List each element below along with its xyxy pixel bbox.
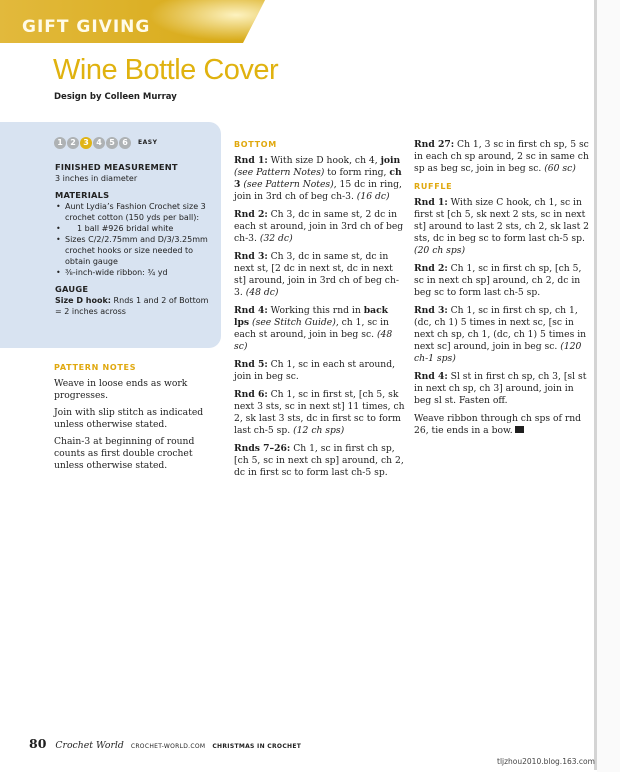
round-text: With size D hook, ch 4, (267, 155, 381, 166)
round-instruction (234, 443, 405, 479)
ruffle-section (414, 139, 592, 443)
round-term: join (380, 155, 401, 166)
issue-title: CHRISTMAS IN CROCHET (212, 743, 302, 750)
finished-measurement-value: 3 inches in diameter (55, 174, 138, 183)
round-label: Rnd 27: (414, 139, 455, 150)
round-count: (32 dc) (259, 233, 293, 244)
gauge-hook: Size D hook: (55, 296, 112, 305)
round-instruction (234, 359, 405, 383)
skill-level-5: 5 (106, 137, 118, 149)
skill-level-indicator (54, 135, 157, 150)
finishing-instruction (414, 413, 592, 437)
round-text: Ch 3, dc in same st, dc in next st, [2 dc in next st, dc in next st] around, join in 3rd ch of beg ch-3. (234, 251, 399, 298)
bottom-heading: BOTTOM (234, 140, 277, 149)
blog-watermark: tljzhou2010.blog.163.com (497, 757, 595, 766)
gauge-heading: GAUGE (55, 284, 89, 294)
round-label: Rnd 5: (234, 359, 268, 370)
pattern-note: Chain-3 at beginning of round counts as first double crochet unless otherwise stated. (54, 436, 195, 471)
round-instruction (234, 251, 405, 299)
round-label: Rnd 6: (234, 389, 268, 400)
round-text: Ch 3, dc in same st, 2 dc in each st around, join in 3rd ch of beg ch-3. (234, 209, 404, 244)
round-label: Rnd 2: (234, 209, 268, 220)
round-label: Rnd 4: (234, 305, 268, 316)
round-text: Ch 1, sc in first st, [ch 5, sk next 3 sts, sc in next st] 11 times, ch 2, sk last 3 sts, dc in first sc to form last ch-5 sp. (234, 389, 405, 436)
round-label: Rnd 2: (414, 263, 448, 274)
materials-subitem-text: 1 ball #926 bridal white (77, 224, 174, 233)
pattern-note: Join with slip stitch as indicated unless otherwise stated. (54, 407, 204, 430)
bottom-section (234, 139, 405, 485)
gift-giving-banner (0, 0, 265, 43)
round-text: Working this rnd in (267, 305, 364, 316)
round-instruction (414, 139, 592, 175)
round-text: to form ring, (324, 167, 390, 178)
round-count: (48 dc) (245, 287, 279, 298)
specifications-text (55, 162, 217, 317)
materials-list (55, 201, 217, 278)
round-count: (120 ch-1 sps) (414, 341, 582, 364)
magazine-name: Crochet World (55, 740, 124, 751)
materials-item (55, 267, 217, 278)
pattern-notes-heading: PATTERN NOTES (54, 363, 137, 372)
page-edge-background (597, 0, 620, 772)
skill-level-6: 6 (119, 137, 131, 149)
skill-level-1: 1 (54, 137, 66, 149)
round-text: Ch 1, sc in first ch sp, [ch 5, sc in next ch sp] around, ch 2, dc in beg sc to form last ch-5 sp. (414, 263, 582, 298)
round-count: (48 sc) (234, 329, 393, 352)
round-label: Rnds 7–26: (234, 443, 291, 454)
pattern-note: Weave in loose ends as work progresses. (54, 378, 188, 401)
round-instruction (414, 197, 592, 257)
round-instruction (414, 305, 592, 365)
round-instruction (414, 263, 592, 299)
end-of-pattern-icon (515, 426, 524, 433)
finishing-text: Weave ribbon through ch sps of rnd 26, tie ends in a bow. (414, 413, 582, 436)
gauge-text (55, 295, 217, 317)
round-count: (60 sc) (544, 163, 576, 174)
round-text: , ch 1, sc in each st around, join in beg sc. (234, 317, 389, 340)
round-instruction (234, 389, 405, 437)
page-number: 80 (29, 736, 47, 751)
materials-item-text: Aunt Lydia’s Fashion Crochet size 3 crochet cotton (150 yds per ball): (65, 202, 206, 222)
round-reference: (see Pattern Notes) (240, 179, 334, 190)
round-label: Rnd 1: (234, 155, 268, 166)
round-label: Rnd 1: (414, 197, 448, 208)
pattern-notes (54, 362, 219, 477)
round-text: With size C hook, ch 1, sc in first st [ch 5, sk next 2 sts, sc in next st] around to last 2 sts, ch 2, sk last 2 sts, dc in beg sc to form last ch-5 sp. (414, 197, 590, 244)
round-text: Ch 1, sc in first ch sp, [ch 5, sc in next ch sp] around, ch 2, dc in first sc to form last ch-5 sp. (234, 443, 404, 478)
materials-item-text: ⅜-inch-wide ribbon: ¾ yd (65, 268, 168, 277)
skill-level-3-selected: 3 (80, 137, 92, 149)
round-label: Rnd 3: (234, 251, 268, 262)
round-text: Ch 1, sc in each st around, join in beg sc. (234, 359, 396, 382)
finished-measurement-heading: FINISHED MEASUREMENT (55, 162, 178, 172)
skill-level-2: 2 (67, 137, 79, 149)
round-instruction (234, 305, 405, 353)
round-text: Sl st in first ch sp, ch 3, [sl st in next ch sp, ch 3] around, join in beg sl st. Fasten off. (414, 371, 587, 406)
round-instruction (234, 209, 405, 245)
round-instruction (414, 371, 592, 407)
round-text: Ch 1, sc in first ch sp, ch 1, (dc, ch 1) 5 times in next sc, [sc in next ch sp, ch 1, (dc, ch 1) 5 times in next sc] around, join in beg sc. (414, 305, 587, 352)
materials-item (55, 234, 217, 267)
magazine-website: CROCHET-WORLD.COM (130, 743, 206, 750)
round-text: Ch 1, 3 sc in first ch sp, 5 sc in each ch sp around, 2 sc in same ch sp as beg sc, join in beg sc. (414, 139, 589, 174)
page-footer (29, 736, 301, 751)
materials-item (55, 201, 217, 223)
materials-subitem (55, 223, 217, 234)
round-reference: (see Pattern Notes) (234, 167, 325, 178)
materials-heading: MATERIALS (55, 190, 110, 200)
page-title: Wine Bottle Cover (53, 54, 279, 86)
round-count: (12 ch sps) (293, 425, 345, 436)
banner-label: GIFT GIVING (22, 17, 151, 37)
round-instruction (234, 155, 405, 203)
materials-item-text: Sizes C/2/2.75mm and D/3/3.25mm crochet hooks or size needed to obtain gauge (65, 235, 208, 266)
round-count: (20 ch sps) (414, 245, 466, 256)
round-text: , 15 dc in ring, join in 3rd ch of beg ch-3. (234, 179, 402, 202)
round-term: back lps (234, 305, 389, 328)
designer-byline: Design by Colleen Murray (54, 92, 177, 102)
round-reference: (see Stitch Guide) (249, 317, 336, 328)
round-label: Rnd 4: (414, 371, 448, 382)
ruffle-heading: RUFFLE (414, 182, 453, 191)
skill-level-4: 4 (93, 137, 105, 149)
gauge-detail: Rnds 1 and 2 of Bottom = 2 inches across (55, 296, 209, 316)
page-edge-divider (594, 0, 597, 770)
skill-level-label: EASY (138, 139, 158, 146)
round-term: ch 3 (234, 167, 402, 190)
round-label: Rnd 3: (414, 305, 448, 316)
round-count: (16 dc) (356, 191, 390, 202)
